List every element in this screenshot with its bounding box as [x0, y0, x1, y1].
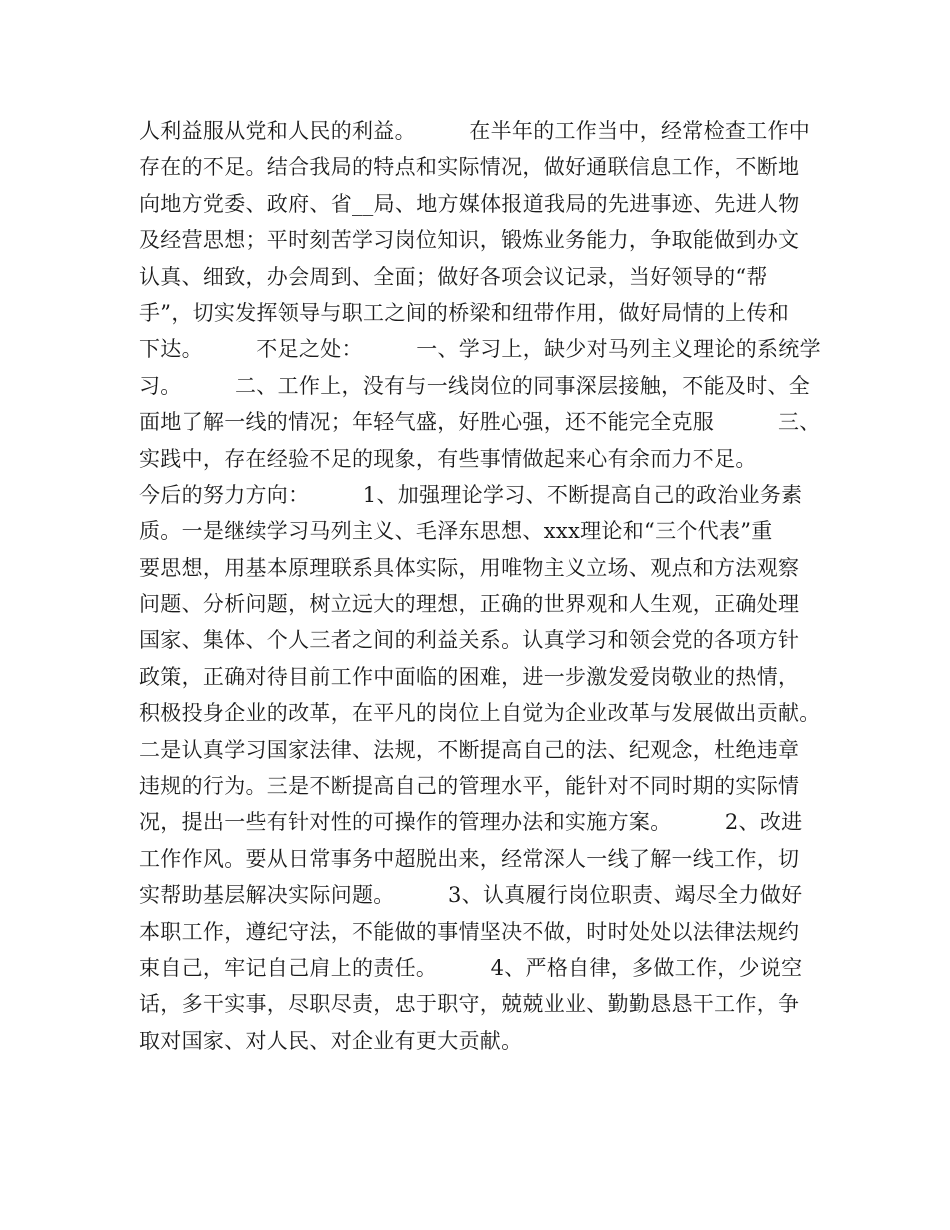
text-line-9: 面地了解一线的情况；年轻气盛，好胜心强，还不能完全克服 三、: [139, 410, 821, 435]
text-line-3: 向地方党委、政府、省__局、地方媒体报道我局的先进事迹、先进人物: [139, 191, 800, 216]
text-line-24: 束自己，牢记自己肩上的责任。 4、严格自律，多做工作，少说空: [139, 955, 803, 980]
text-line-1: 人利益服从党和人民的利益。 在半年的工作当中，经常检查工作中: [139, 119, 811, 143]
text-line-20: 况，提出一些有针对性的可操作的管理办法和实施方案。 2、改进: [139, 810, 803, 835]
text-line-26: 取对国家、对人民、对企业有更大贡献。: [139, 1028, 523, 1053]
text-line-14: 问题、分析问题，树立远大的理想，正确的世界观和人生观，正确处理: [139, 592, 800, 617]
text-line-5: 认真、细致，办会周到、全面；做好各项会议记录，当好领导的“帮: [139, 264, 768, 289]
text-line-19: 违规的行为。三是不断提高自己的管理水平，能针对不同时期的实际情: [139, 774, 800, 799]
text-line-22: 实帮助基层解决实际问题。 3、认真履行岗位职责、竭尽全力做好: [139, 883, 803, 908]
text-line-17: 积极投身企业的改革，在平凡的岗位上自觉为企业改革与发展做出贡献。: [139, 701, 821, 726]
text-line-7: 下达。 不足之处： 一、学习上，缺少对马列主义理论的系统学: [139, 337, 821, 362]
text-line-15: 国家、集体、个人三者之间的利益关系。认真学习和领会党的各项方针: [139, 628, 800, 653]
text-line-23: 本职工作，遵纪守法，不能做的事情坚决不做，时时处处以法律法规约: [139, 919, 800, 944]
body-text: [139, 113, 829, 1059]
text-line-18: 二是认真学习国家法律、法规，不断提高自己的法、纪观念，杜绝违章: [139, 737, 800, 762]
text-line-11: 今后的努力方向： 1、加强理论学习、不断提高自己的政治业务素: [139, 482, 803, 507]
text-line-6: 手”，切实发挥领导与职工之间的桥梁和纽带作用，做好局情的上传和: [139, 300, 790, 325]
text-line-21: 工作作风。要从日常事务中超脱出来，经常深人一线了解一线工作，切: [139, 846, 800, 871]
text-line-8: 习。 二、工作上，没有与一线岗位的同事深层接触，不能及时、全: [139, 373, 811, 398]
text-line-12: 质。一是继续学习马列主义、毛泽东思想、xxx理论和“三个代表”重: [139, 519, 773, 544]
text-line-10: 实践中，存在经验不足的现象，有些事情做起来心有余而力不足。: [139, 446, 757, 471]
text-line-4: 及经营思想；平时刻苦学习岗位知识，锻炼业务能力，争取能做到办文: [139, 228, 800, 253]
text-line-16: 政策，正确对待目前工作中面临的困难，进一步激发爱岗敬业的热情，: [139, 664, 800, 689]
text-line-2: 存在的不足。结合我局的特点和实际情况，做好通联信息工作，不断地: [139, 155, 800, 180]
text-line-25: 话，多干实事，尽职尽责，忠于职守，兢兢业业、勤勤恳恳干工作，争: [139, 992, 800, 1017]
text-line-13: 要思想，用基本原理联系具体实际，用唯物主义立场、观点和方法观察: [139, 555, 800, 580]
